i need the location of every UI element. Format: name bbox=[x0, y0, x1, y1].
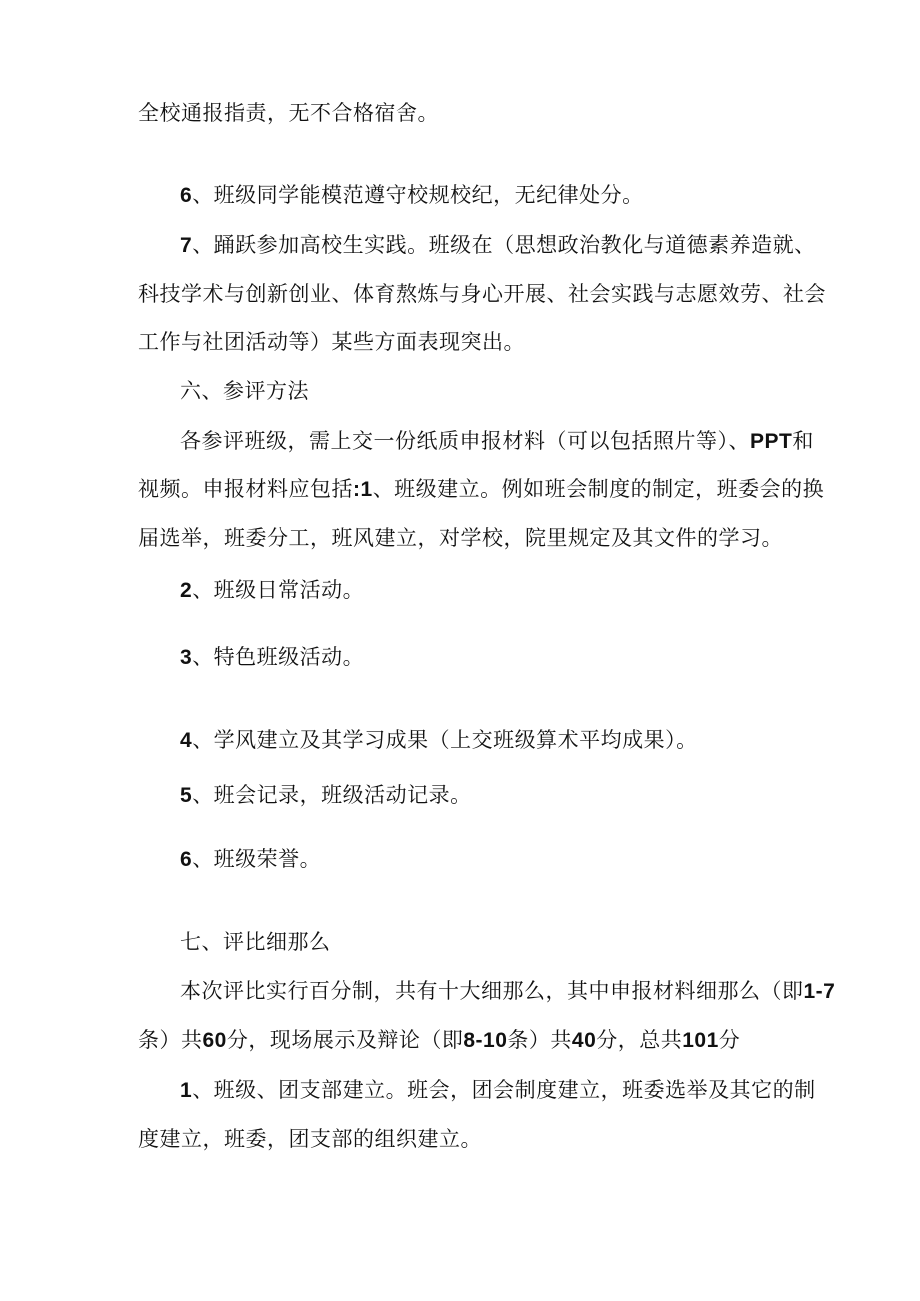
text: 分 bbox=[718, 1028, 741, 1052]
text: 、学风建立及其学习成果（上交班级算术平均成果）。 bbox=[192, 728, 698, 752]
text: 分，现场展示及辩论（即 bbox=[226, 1028, 464, 1052]
text: 视频。申报材料应包括 bbox=[138, 477, 353, 501]
list-item bbox=[180, 726, 840, 755]
paragraph-line bbox=[138, 524, 798, 552]
item-number: 3 bbox=[180, 646, 193, 669]
list-item bbox=[180, 181, 840, 210]
item-number: 5 bbox=[180, 784, 193, 807]
text: 工作与社团活动等）某些方面表现突出。 bbox=[138, 330, 525, 354]
paragraph-line bbox=[138, 280, 826, 308]
text: 届选举，班委分工，班风建立，对学校，院里规定及其文件的学习。 bbox=[138, 526, 783, 550]
text: 条）共 bbox=[507, 1028, 572, 1052]
item-number: 7 bbox=[180, 234, 193, 257]
text: 各参评班级，需上交一份纸质申报材料（可以包括照片等）、 bbox=[180, 429, 750, 453]
text: 、踊跃参加高校生实践。班级在（思想政治教化与道德素养造就、 bbox=[192, 233, 816, 257]
text: 1-7 bbox=[803, 980, 836, 1003]
text: 、班会记录，班级活动记录。 bbox=[192, 783, 472, 807]
item-number: 2 bbox=[180, 579, 193, 602]
text: PPT bbox=[750, 430, 793, 453]
section-heading bbox=[180, 377, 840, 405]
text: 8-10 bbox=[463, 1029, 508, 1052]
text: 本次评比实行百分制，共有十大细那么，其中申报材料细那么（即 bbox=[180, 979, 804, 1003]
list-item bbox=[180, 231, 840, 260]
text: 和 bbox=[792, 429, 814, 453]
item-number: 4 bbox=[180, 729, 193, 752]
list-item bbox=[180, 576, 840, 605]
section-heading bbox=[180, 928, 840, 956]
text: 度建立，班委，团支部的组织建立。 bbox=[138, 1127, 482, 1151]
text: 40 bbox=[571, 1029, 597, 1052]
item-number: 6 bbox=[180, 184, 193, 207]
paragraph-line bbox=[138, 99, 798, 127]
text: 科技学术与创新创业、体育熬炼与身心开展、社会实践与志愿效劳、社会 bbox=[138, 282, 826, 306]
text: 60 bbox=[202, 1029, 227, 1052]
text: 、班级、团支部建立。班会，团会制度建立，班委选举及其它的制 bbox=[192, 1078, 816, 1102]
text: 六、参评方法 bbox=[180, 379, 309, 403]
paragraph-line bbox=[138, 328, 798, 356]
paragraph-line bbox=[138, 1026, 798, 1055]
list-item bbox=[180, 845, 840, 874]
paragraph-line bbox=[138, 1125, 798, 1153]
text: : bbox=[353, 478, 361, 501]
text: 、班级荣誉。 bbox=[192, 847, 322, 871]
item-number: 6 bbox=[180, 848, 193, 871]
paragraph-line bbox=[138, 475, 825, 504]
list-item bbox=[180, 643, 840, 672]
text: 条）共 bbox=[138, 1028, 203, 1052]
list-item bbox=[180, 1076, 840, 1105]
text: 、班级建立。例如班会制度的制定，班委会的换 bbox=[372, 477, 825, 501]
text: 、班级日常活动。 bbox=[192, 578, 365, 602]
text: 全校通报指责，无不合格宿舍。 bbox=[138, 101, 439, 125]
item-number: 1 bbox=[360, 478, 373, 501]
paragraph-line bbox=[180, 977, 840, 1006]
paragraph-line bbox=[180, 427, 840, 456]
text: 、特色班级活动。 bbox=[192, 645, 365, 669]
text: 分，总共 bbox=[596, 1028, 683, 1052]
text: 、班级同学能模范遵守校规校纪，无纪律处分。 bbox=[192, 183, 644, 207]
text: 七、评比细那么 bbox=[180, 930, 331, 954]
list-item bbox=[180, 781, 840, 810]
item-number: 1 bbox=[180, 1079, 193, 1102]
text: 101 bbox=[682, 1029, 719, 1052]
